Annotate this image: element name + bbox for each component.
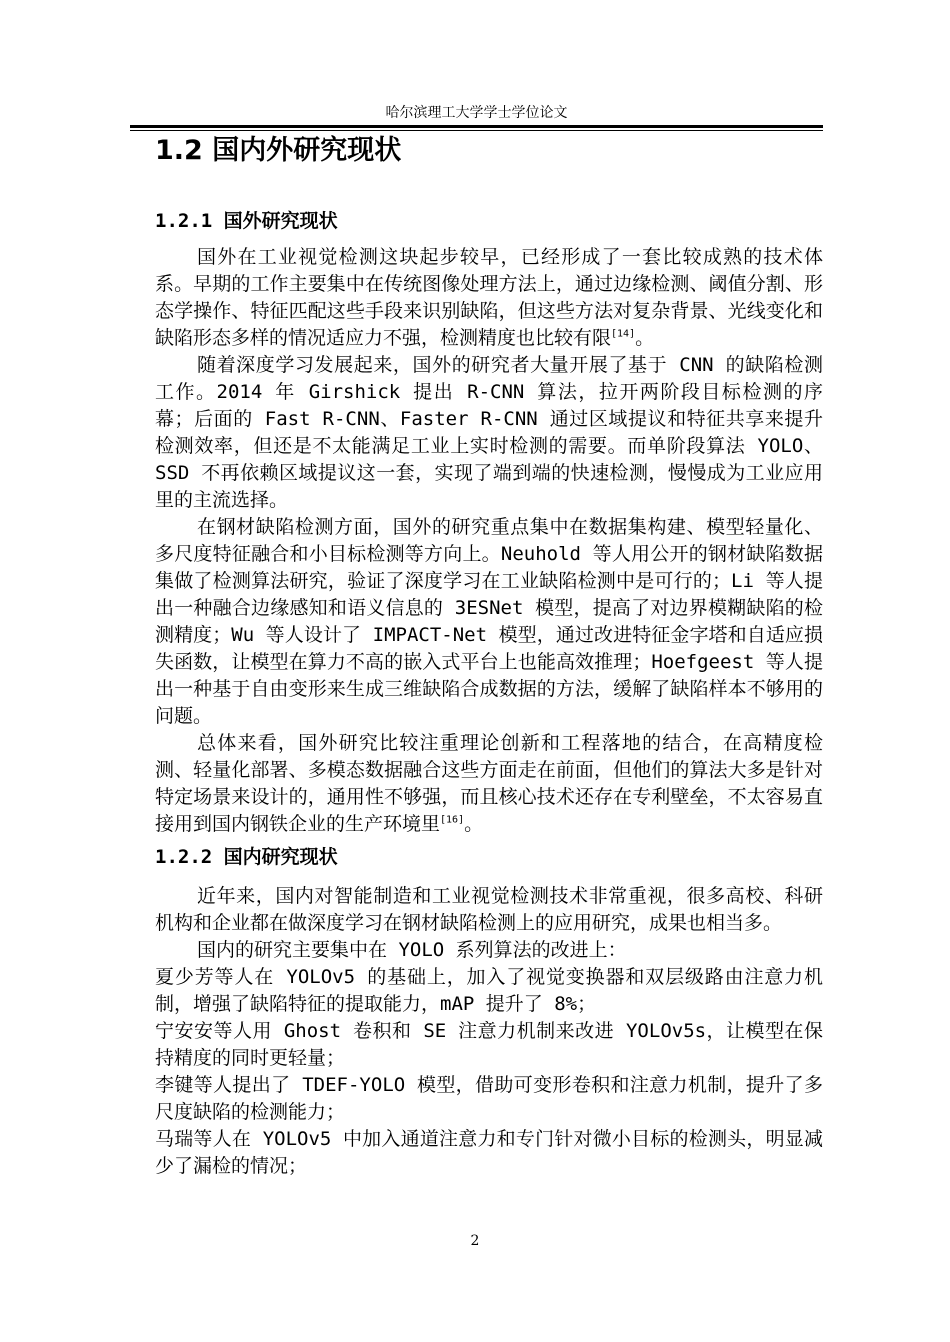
citation-ref: [16] [440,814,465,826]
paragraph: 在钢材缺陷检测方面，国外的研究重点集中在数据集构建、模型轻量化、多尺度特征融合和小目标检测等方向上。Neuhold 等人用公开的钢材缺陷数据集做了检测算法研究，验证了深度学习在工业缺陷检测中是可行的；Li 等人提出一种融合边缘感知和语义信息的 3ESNet 模型，提高了对边界模糊缺陷的检测精度；Wu 等人设计了 IMPACT-Net 模型，通过改进特征金字塔和自适应损失函数，让模型在算力不高的嵌入式平台上也能高效推理；Hoefgeest 等人提出一种基于自由变形来生成三维缺陷合成数据的方法，缓解了缺陷样本不够用的问题。 [155,516,823,727]
citation-ref: [14] [611,328,636,340]
subsection-title-domestic: 1.2.2 国内研究现状 [155,846,338,868]
section-title: 1.2 国内外研究现状 [155,135,402,166]
list-paragraph: 马瑞等人在 YOLOv5 中加入通道注意力和专门针对微小目标的检测头，明显减少了漏检的情况； [155,1128,823,1177]
paragraph-text: 总体来看，国外研究比较注重理论创新和工程落地的结合，在高精度检测、轻量化部署、多模态数据融合这些方面走在前面，但他们的算法大多是针对特定场景来设计的，通用性不够强，而且核心技术还存在专利壁垒，不太容易直接用到国内钢铁企业的生产环境里 [155,732,823,835]
list-paragraph: 宁安安等人用 Ghost 卷积和 SE 注意力机制来改进 YOLOv5s，让模型在保持精度的同时更轻量； [155,1020,823,1069]
paragraph-text: 国外在工业视觉检测这块起步较早，已经形成了一套比较成熟的技术体系。早期的工作主要集中在传统图像处理方法上，通过边缘检测、阈值分割、形态学操作、特征匹配这些手段来识别缺陷，但这些方法对复杂背景、光线变化和缺陷形态多样的情况适应力不强，检测精度也比较有限 [155,246,823,349]
subsection-title-foreign: 1.2.1 国外研究现状 [155,210,338,232]
page-number: 2 [470,1233,480,1249]
paragraph [155,244,823,352]
paragraph-tail: 。 [635,327,655,349]
list-paragraph: 李键等人提出了 TDEF-YOLO 模型，借助可变形卷积和注意力机制，提升了多尺度缺陷的检测能力； [155,1074,823,1123]
paragraph-tail: 。 [464,813,484,835]
header-rule-thick [130,125,823,128]
paragraph [155,730,823,838]
paragraph: 随着深度学习发展起来，国外的研究者大量开展了基于 CNN 的缺陷检测工作。2014 年 Girshick 提出 R-CNN 算法，拉开两阶段目标检测的序幕；后面的 Fast R-CNN、Faster R-CNN 通过区域提议和特征共享来提升检测效率，但还是不太能满足工业上实时检测的需要。而单阶段算法 YOLO、SSD 不再依赖区域提议这一套，实现了端到端的快速检测，慢慢成为工业应用里的主流选择。 [155,354,823,511]
running-header: 哈尔滨理工大学学士学位论文 [385,105,568,121]
header-rule-thin [130,130,823,131]
paragraph: 国内的研究主要集中在 YOLO 系列算法的改进上： [197,939,627,961]
list-paragraph: 夏少芳等人在 YOLOv5 的基础上，加入了视觉变换器和双层级路由注意力机制，增强了缺陷特征的提取能力，mAP 提升了 8%； [155,966,823,1015]
page-body [155,132,823,1180]
paragraph: 近年来，国内对智能制造和工业视觉检测技术非常重视，很多高校、科研机构和企业都在做深度学习在钢材缺陷检测上的应用研究，成果也相当多。 [155,885,823,934]
